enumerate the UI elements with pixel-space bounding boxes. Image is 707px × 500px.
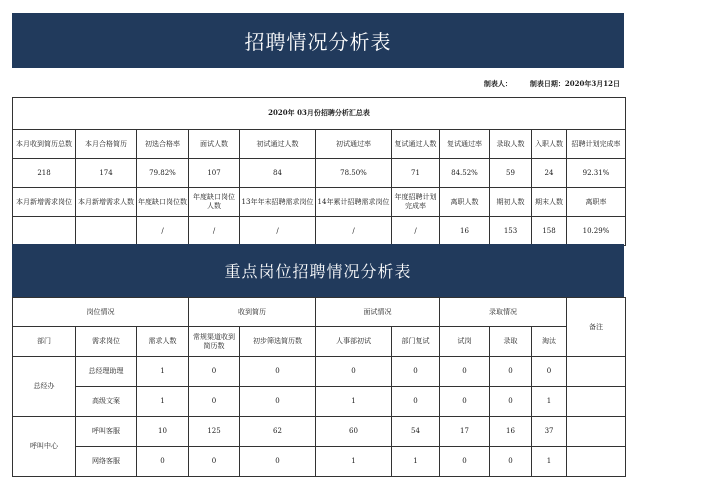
detail-value-cell: 1	[392, 447, 440, 477]
detail-value-cell: 0	[189, 447, 240, 477]
detail-value-cell: 0	[490, 387, 532, 417]
summary-header-cell: 离职人数	[440, 188, 490, 217]
detail-value-cell: 62	[240, 417, 316, 447]
detail-value-cell: 0	[490, 357, 532, 387]
detail-value-cell: 10	[137, 417, 189, 447]
detail-value-cell: 0	[392, 387, 440, 417]
summary-header-cell: 13年年末招聘需求岗位	[240, 188, 316, 217]
summary-header-cell: 初试通过人数	[240, 130, 316, 159]
summary-value-cell	[76, 217, 137, 246]
summary-value-cell: 174	[76, 159, 137, 188]
page-title: 招聘情况分析表	[12, 13, 624, 68]
detail-value-cell: 1	[316, 387, 392, 417]
detail-value-cell: 0	[440, 387, 490, 417]
detail-subheader-cell: 常规渠道收到简历数	[189, 327, 240, 357]
group-post: 岗位情况	[13, 298, 189, 327]
post-cell: 高级文案	[76, 387, 137, 417]
detail-subheader-cell: 初步筛选简历数	[240, 327, 316, 357]
detail-value-cell: 54	[392, 417, 440, 447]
detail-value-cell: 0	[189, 357, 240, 387]
summary-header-cell: 录取人数	[490, 130, 532, 159]
summary-header-cell: 年度招聘计划完成率	[392, 188, 440, 217]
summary-value-cell: /	[137, 217, 189, 246]
detail-subheader-cell: 需求岗位	[76, 327, 137, 357]
summary-value-cell: /	[316, 217, 392, 246]
detail-subheader-cell: 部门	[13, 327, 76, 357]
detail-value-cell: 1	[532, 447, 567, 477]
meta-row	[12, 74, 624, 94]
dept-cell: 总经办	[13, 357, 76, 417]
summary-value-cell: 158	[532, 217, 567, 246]
detail-value-cell: 1	[532, 387, 567, 417]
post-cell: 总经理助理	[76, 357, 137, 387]
detail-value-cell: 0	[440, 357, 490, 387]
detail-value-cell: 1	[137, 357, 189, 387]
detail-value-cell: 0	[316, 357, 392, 387]
detail-subheader-cell: 试岗	[440, 327, 490, 357]
summary-header-cell: 本月新增需求岗位	[13, 188, 76, 217]
detail-value-cell: 0	[440, 447, 490, 477]
summary-value-cell: /	[392, 217, 440, 246]
detail-value-cell: 60	[316, 417, 392, 447]
detail-subheader-cell: 录取	[490, 327, 532, 357]
post-cell: 呼叫客服	[76, 417, 137, 447]
summary-value-cell: 71	[392, 159, 440, 188]
summary-header-cell: 入职人数	[532, 130, 567, 159]
summary-value-cell: 218	[13, 159, 76, 188]
summary-header-cell: 本月新增需求人数	[76, 188, 137, 217]
summary-header-cell: 复试通过人数	[392, 130, 440, 159]
detail-value-cell: 37	[532, 417, 567, 447]
summary-caption: 2020年 03月份招聘分析汇总表	[13, 98, 626, 130]
summary-header-cell: 本月合格简历	[76, 130, 137, 159]
detail-value-cell: 0	[189, 387, 240, 417]
group-remark: 备注	[567, 298, 626, 357]
detail-value-cell: 17	[440, 417, 490, 447]
summary-header-cell: 本月收到简历总数	[13, 130, 76, 159]
summary-value-cell	[13, 217, 76, 246]
remark-cell	[567, 357, 626, 387]
summary-header-cell: 招聘计划完成率	[567, 130, 626, 159]
detail-value-cell: 125	[189, 417, 240, 447]
dept-cell: 呼叫中心	[13, 417, 76, 477]
detail-subheader-cell: 部门复试	[392, 327, 440, 357]
remark-cell	[567, 447, 626, 477]
summary-table	[12, 97, 626, 246]
detail-value-cell: 0	[532, 357, 567, 387]
summary-value-cell: 78.50%	[316, 159, 392, 188]
detail-subheader-cell: 人事部初试	[316, 327, 392, 357]
post-cell: 网络客服	[76, 447, 137, 477]
remark-cell	[567, 417, 626, 447]
summary-header-cell: 年度缺口岗位数	[137, 188, 189, 217]
group-interview: 面试情况	[316, 298, 440, 327]
date-label: 制表日期：2020年3月12日	[529, 79, 620, 88]
maker-label: 制表人：	[483, 79, 512, 88]
remark-cell	[567, 387, 626, 417]
summary-value-cell: 59	[490, 159, 532, 188]
detail-subheader-cell: 淘汰	[532, 327, 567, 357]
summary-value-cell: 16	[440, 217, 490, 246]
group-resume: 收到简历	[189, 298, 316, 327]
summary-value-cell: 24	[532, 159, 567, 188]
summary-value-cell: 10.29%	[567, 217, 626, 246]
detail-value-cell: 0	[490, 447, 532, 477]
summary-header-cell: 年度缺口岗位人数	[189, 188, 240, 217]
summary-value-cell: 84.52%	[440, 159, 490, 188]
detail-value-cell: 16	[490, 417, 532, 447]
detail-value-cell: 1	[316, 447, 392, 477]
detail-value-cell: 1	[137, 387, 189, 417]
summary-value-cell: /	[240, 217, 316, 246]
summary-header-cell: 期末人数	[532, 188, 567, 217]
summary-header-cell: 复试通过率	[440, 130, 490, 159]
summary-value-cell: 84	[240, 159, 316, 188]
summary-header-cell: 面试人数	[189, 130, 240, 159]
summary-value-cell: 92.31%	[567, 159, 626, 188]
summary-header-cell: 期初人数	[490, 188, 532, 217]
detail-value-cell: 0	[240, 447, 316, 477]
summary-header-cell: 14年累计招聘需求岗位	[316, 188, 392, 217]
detail-value-cell: 0	[240, 357, 316, 387]
summary-value-cell: 153	[490, 217, 532, 246]
section2-title: 重点岗位招聘情况分析表	[12, 244, 624, 297]
group-hire: 录取情况	[440, 298, 567, 327]
summary-header-cell: 初试通过率	[316, 130, 392, 159]
detail-value-cell: 0	[392, 357, 440, 387]
summary-value-cell: 107	[189, 159, 240, 188]
summary-header-cell: 离职率	[567, 188, 626, 217]
summary-value-cell: 79.82%	[137, 159, 189, 188]
detail-subheader-cell: 需求人数	[137, 327, 189, 357]
detail-table	[12, 297, 626, 477]
detail-value-cell: 0	[240, 387, 316, 417]
detail-value-cell: 0	[137, 447, 189, 477]
summary-header-cell: 初选合格率	[137, 130, 189, 159]
summary-value-cell: /	[189, 217, 240, 246]
